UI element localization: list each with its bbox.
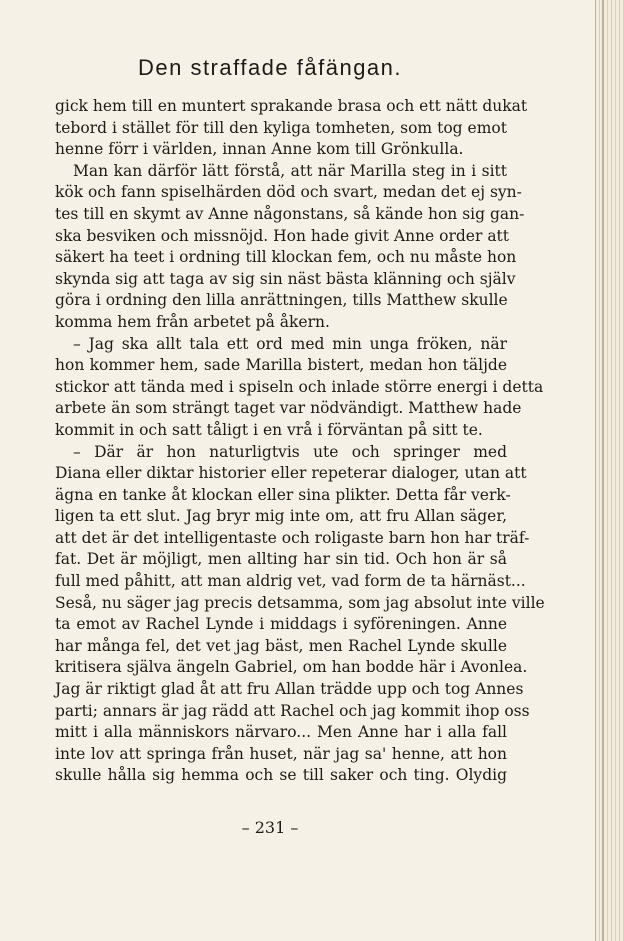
text-line: full med påhitt, att man aldrig vet, vad form de ta härnäst...: [55, 572, 526, 591]
text-line: hon kommer hem, sade Marilla bistert, medan hon täljde: [55, 356, 507, 375]
text-line: – Jag ska allt tala ett ord med min unga fröken, när: [73, 334, 507, 353]
text-line: att det är det intelligentaste och roligaste barn hon har träf-: [55, 528, 530, 547]
text-line: skulle hålla sig hemma och se till saker och ting. Olydig: [55, 766, 507, 785]
text-line: fat. Det är möjligt, men allting har sin tid. Och hon är så: [55, 550, 507, 569]
text-line: tes till en skymt av Anne någonstans, så kände hon sig gan-: [55, 204, 525, 223]
text-line: skynda sig att taga av sig sin näst bästa klänning och själv: [55, 269, 516, 288]
text-line: ska besviken och missnöjd. Hon hade givit Anne order att: [55, 226, 510, 245]
page-number: – 231 –: [241, 818, 299, 837]
text-line: ägna en tanke åt klockan eller sina plikter. Detta får verk-: [55, 485, 511, 504]
text-line: Diana eller diktar historier eller repeterar dialoger, utan att: [55, 464, 527, 483]
running-title: Den straffade fåfängan.: [137, 55, 403, 80]
text-line: kommit in och satt tåligt i en vrå i förväntan på sitt te.: [55, 420, 483, 439]
text-line: kök och fann spiselhärden död och svart, medan det ej syn-: [55, 183, 522, 202]
text-line: Jag är riktigt glad åt att fru Allan trädde upp och tog Annes: [55, 680, 524, 699]
body-text: [55, 96, 545, 787]
text-line: – Där är hon naturligtvis ute och springer med: [73, 442, 507, 461]
text-line: komma hem från arbetet på åkern.: [55, 312, 330, 331]
text-line: Man kan därför lätt förstå, att när Marilla steg in i sitt: [73, 161, 507, 180]
page-edge-decoration: [595, 0, 624, 941]
text-line: ligen ta ett slut. Jag bryr mig inte om, att fru Allan säger,: [55, 507, 507, 526]
text-line: stickor att tända med i spiseln och inlade större energi i detta: [55, 377, 544, 396]
text-line: tebord i stället för till den kyliga tomheten, som tog emot: [55, 118, 507, 137]
text-line: arbete än som strängt taget var nödvändigt. Matthew hade: [55, 399, 522, 418]
text-line: kritisera själva ängeln Gabriel, om han bodde här i Avonlea.: [55, 658, 528, 677]
text-line: parti; annars är jag rädd att Rachel och jag kommit ihop oss: [55, 701, 530, 720]
text-line: gick hem till en muntert sprakande brasa och ett nätt dukat: [55, 97, 528, 115]
text-line: henne förr i världen, innan Anne kom till Grönkulla.: [55, 140, 464, 159]
text-line: inte lov att springa från huset, när jag sa' henne, att hon: [55, 744, 507, 763]
text-line: göra i ordning den lilla anrättningen, tills Matthew skulle: [55, 291, 508, 310]
text-line: mitt i alla människors närvaro... Men Anne har i alla fall: [55, 723, 507, 742]
text-line: Seså, nu säger jag precis detsamma, som jag absolut inte ville: [55, 593, 545, 612]
text-line: har många fel, det vet jag bäst, men Rachel Lynde skulle: [55, 636, 507, 655]
text-line: säkert ha teet i ordning till klockan fem, och nu måste hon: [55, 248, 517, 267]
text-line: ta emot av Rachel Lynde i middags i syföreningen. Anne: [55, 615, 507, 634]
